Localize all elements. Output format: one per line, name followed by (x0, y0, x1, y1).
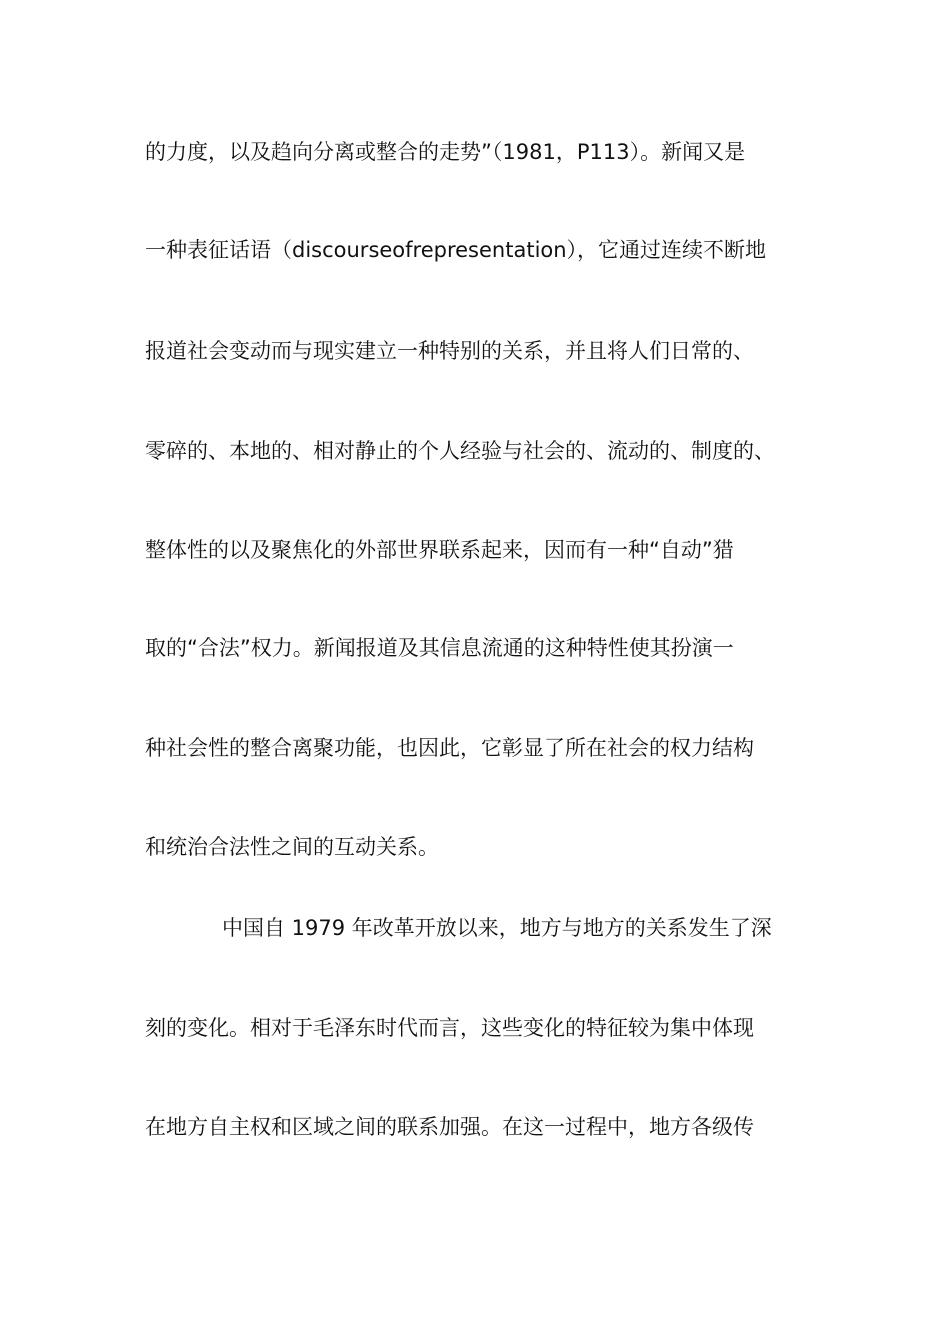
paragraph-line: 一种表征话语（discourseofrepresentation），它通过连续不断地 (145, 238, 767, 262)
paragraph-line: 零碎的、本地的、相对静止的个人经验与社会的、流动的、制度的、 (145, 439, 775, 463)
paragraph-line: 的力度，以及趋向分离或整合的走势”（1981，P113）。新闻又是 (145, 140, 746, 164)
paragraph-line: 和统治合法性之间的互动关系。 (145, 835, 439, 859)
paragraph-line: 报道社会变动而与现实建立一种特别的关系，并且将人们日常的、 (145, 339, 754, 363)
paragraph-line: 种社会性的整合离聚功能，也因此，它彰显了所在社会的权力结构 (145, 736, 754, 760)
paragraph-line-indented: 中国自 1979 年改革开放以来，地方与地方的关系发生了深 (222, 916, 772, 940)
paragraph-line: 在地方自主权和区域之间的联系加强。在这一过程中，地方各级传 (145, 1115, 754, 1139)
paragraph-line: 取的“合法”权力。新闻报道及其信息流通的这种特性使其扮演一 (145, 636, 734, 660)
paragraph-line: 整体性的以及聚焦化的外部世界联系起来，因而有一种“自动”猎 (145, 538, 734, 562)
paragraph-line: 刻的变化。相对于毛泽东时代而言，这些变化的特征较为集中体现 (145, 1016, 754, 1040)
